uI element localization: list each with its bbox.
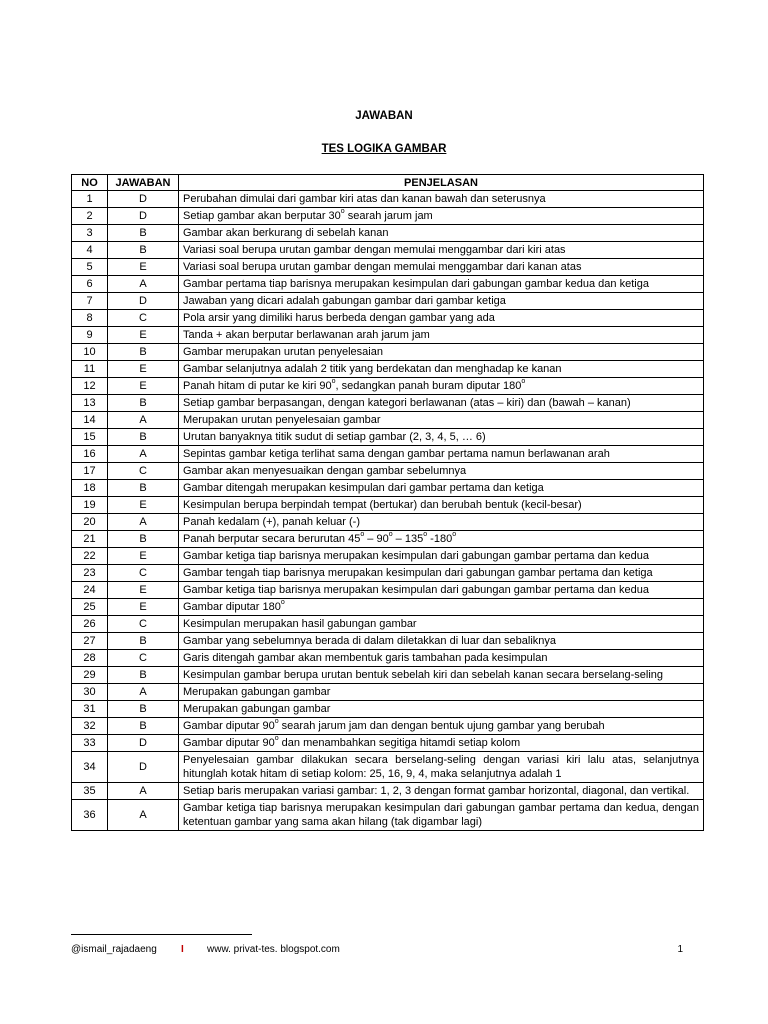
row-explanation: Gambar tengah tiap barisnya merupakan kesimpulan dari gabungan gambar pertama dan ketiga [179,565,704,582]
table-row [72,565,704,582]
row-answer: A [108,800,179,831]
row-explanation: Gambar diputar 180$^o$ [179,599,704,616]
column-header-answer: JAWABAN [108,175,179,191]
row-answer: C [108,463,179,480]
row-answer: B [108,395,179,412]
table-row [72,344,704,361]
table-row [72,446,704,463]
row-explanation: Pola arsir yang dimiliki harus berbeda dengan gambar yang ada [179,310,704,327]
row-number: 11 [72,361,108,378]
row-explanation: Panah hitam di putar ke kiri 90$^o$, sedangkan panah buram diputar 180$^o$ [179,378,704,395]
row-explanation: Garis ditengah gambar akan membentuk garis tambahan pada kesimpulan [179,650,704,667]
table-row [72,361,704,378]
row-explanation: Kesimpulan gambar berupa urutan bentuk sebelah kiri dan sebelah kanan secara berselang-seling [179,667,704,684]
row-answer: D [108,735,179,752]
table-row [72,783,704,800]
table-row [72,684,704,701]
row-answer: B [108,633,179,650]
row-explanation: Gambar selanjutnya adalah 2 titik yang berdekatan dan menghadap ke kanan [179,361,704,378]
row-explanation: Gambar yang sebelumnya berada di dalam diletakkan di luar dan sebaliknya [179,633,704,650]
row-explanation: Setiap baris merupakan variasi gambar: 1, 2, 3 dengan format gambar horizontal, diagonal, dan vertikal. [179,783,704,800]
row-answer: A [108,412,179,429]
row-answer: A [108,783,179,800]
column-header-no: NO [72,175,108,191]
row-number: 7 [72,293,108,310]
row-number: 20 [72,514,108,531]
row-answer: C [108,650,179,667]
row-explanation: Gambar diputar 90$^o$ searah jarum jam dan dengan bentuk ujung gambar yang berubah [179,718,704,735]
row-answer: A [108,684,179,701]
row-number: 5 [72,259,108,276]
row-number: 6 [72,276,108,293]
table-row [72,378,704,395]
row-explanation: Perubahan dimulai dari gambar kiri atas dan kanan bawah dan seterusnya [179,191,704,208]
row-answer: D [108,191,179,208]
table-row [72,633,704,650]
table-row [72,463,704,480]
row-explanation: Gambar ketiga tiap barisnya merupakan kesimpulan dari gabungan gambar pertama dan kedua, dengan ketentuan gambar yang sama akan hilang (tak digambar lagi) [179,800,704,831]
row-number: 17 [72,463,108,480]
row-answer: C [108,565,179,582]
row-number: 23 [72,565,108,582]
row-number: 3 [72,225,108,242]
row-number: 1 [72,191,108,208]
row-answer: E [108,327,179,344]
row-answer: B [108,667,179,684]
table-row [72,616,704,633]
table-row [72,701,704,718]
row-explanation: Urutan banyaknya titik sudut di setiap gambar (2, 3, 4, 5, … 6) [179,429,704,446]
row-number: 10 [72,344,108,361]
table-row [72,752,704,783]
row-number: 2 [72,208,108,225]
row-explanation: Merupakan gabungan gambar [179,701,704,718]
table-row [72,395,704,412]
row-number: 27 [72,633,108,650]
table-row [72,225,704,242]
table-row [72,208,704,225]
row-explanation: Sepintas gambar ketiga terlihat sama dengan gambar pertama namun berlawanan arah [179,446,704,463]
row-number: 13 [72,395,108,412]
row-answer: B [108,531,179,548]
footnote-divider [71,934,252,935]
row-explanation: Gambar akan menyesuaikan dengan gambar sebelumnya [179,463,704,480]
row-explanation: Gambar akan berkurang di sebelah kanan [179,225,704,242]
row-explanation: Gambar pertama tiap barisnya merupakan kesimpulan dari gabungan gambar kedua dan ketiga [179,276,704,293]
row-answer: E [108,582,179,599]
row-answer: D [108,293,179,310]
row-number: 16 [72,446,108,463]
table-row [72,276,704,293]
row-answer: E [108,497,179,514]
row-number: 33 [72,735,108,752]
row-explanation: Setiap gambar berpasangan, dengan kategori berlawanan (atas – kiri) dan (bawah – kanan) [179,395,704,412]
table-header-row [72,175,704,191]
table-row [72,531,704,548]
row-number: 36 [72,800,108,831]
row-answer: A [108,514,179,531]
row-explanation: Kesimpulan merupakan hasil gabungan gambar [179,616,704,633]
table-row [72,582,704,599]
table-row [72,497,704,514]
row-explanation: Kesimpulan berupa berpindah tempat (bertukar) dan berubah bentuk (kecil-besar) [179,497,704,514]
row-explanation: Merupakan urutan penyelesaian gambar [179,412,704,429]
footer-author: @ismail_rajadaeng [71,944,157,955]
row-number: 30 [72,684,108,701]
footer-website: www. privat-tes. blogspot.com [207,944,340,955]
row-explanation: Jawaban yang dicari adalah gabungan gambar dari gambar ketiga [179,293,704,310]
row-answer: E [108,361,179,378]
row-number: 29 [72,667,108,684]
table-row [72,548,704,565]
table-row [72,735,704,752]
row-explanation: Gambar merupakan urutan penyelesaian [179,344,704,361]
row-explanation: Penyelesaian gambar dilakukan secara berselang-seling dengan variasi kiri lalu atas, selanjutnya hitunglah kotak hitam di setiap kolom: 25, 16, 9, 4, maka selanjutnya adalah 1 [179,752,704,783]
row-number: 18 [72,480,108,497]
page-footer [71,944,703,958]
row-answer: B [108,242,179,259]
row-number: 15 [72,429,108,446]
row-answer: E [108,599,179,616]
table-row [72,599,704,616]
row-number: 24 [72,582,108,599]
row-answer: E [108,548,179,565]
row-answer: B [108,480,179,497]
table-row [72,191,704,208]
row-answer: B [108,429,179,446]
row-answer: C [108,310,179,327]
row-answer: E [108,378,179,395]
row-answer: A [108,446,179,463]
table-row [72,412,704,429]
row-explanation: Panah kedalam (+), panah keluar (-) [179,514,704,531]
table-row [72,293,704,310]
document-title: JAWABAN [355,110,413,122]
row-number: 12 [72,378,108,395]
row-explanation: Gambar diputar 90$^o$ dan menambahkan segitiga hitamdi setiap kolom [179,735,704,752]
row-answer: C [108,616,179,633]
row-explanation: Merupakan gabungan gambar [179,684,704,701]
row-answer: D [108,208,179,225]
answer-table [71,174,704,831]
row-number: 21 [72,531,108,548]
row-number: 4 [72,242,108,259]
row-number: 22 [72,548,108,565]
footer-separator: I [181,944,184,955]
table-row [72,480,704,497]
row-number: 32 [72,718,108,735]
row-explanation: Variasi soal berupa urutan gambar dengan memulai menggambar dari kiri atas [179,242,704,259]
table-row [72,242,704,259]
row-answer: B [108,718,179,735]
row-explanation: Gambar ketiga tiap barisnya merupakan kesimpulan dari gabungan gambar pertama dan kedua [179,548,704,565]
row-explanation: Gambar ketiga tiap barisnya merupakan kesimpulan dari gabungan gambar pertama dan kedua [179,582,704,599]
row-answer: B [108,225,179,242]
row-answer: B [108,701,179,718]
row-number: 19 [72,497,108,514]
row-explanation: Panah berputar secara berurutan 45$^o$ – 90$^o$ – 135$^o$ -180$^o$ [179,531,704,548]
row-explanation: Setiap gambar akan berputar 30$^o$ searah jarum jam [179,208,704,225]
row-number: 28 [72,650,108,667]
table-row [72,327,704,344]
row-answer: D [108,752,179,783]
row-number: 25 [72,599,108,616]
row-explanation: Gambar ditengah merupakan kesimpulan dari gambar pertama dan ketiga [179,480,704,497]
row-number: 34 [72,752,108,783]
table-row [72,667,704,684]
table-row [72,800,704,831]
table-row [72,429,704,446]
row-answer: B [108,344,179,361]
table-row [72,650,704,667]
row-number: 14 [72,412,108,429]
page-number: 1 [677,944,683,955]
table-row [72,310,704,327]
row-answer: A [108,276,179,293]
table-row [72,718,704,735]
column-header-explanation: PENJELASAN [179,175,704,191]
row-answer: E [108,259,179,276]
document-subtitle: TES LOGIKA GAMBAR [321,143,447,155]
row-explanation: Tanda + akan berputar berlawanan arah jarum jam [179,327,704,344]
table-row [72,259,704,276]
row-number: 9 [72,327,108,344]
row-number: 31 [72,701,108,718]
row-explanation: Variasi soal berupa urutan gambar dengan memulai menggambar dari kanan atas [179,259,704,276]
row-number: 35 [72,783,108,800]
row-number: 26 [72,616,108,633]
table-row [72,514,704,531]
row-number: 8 [72,310,108,327]
